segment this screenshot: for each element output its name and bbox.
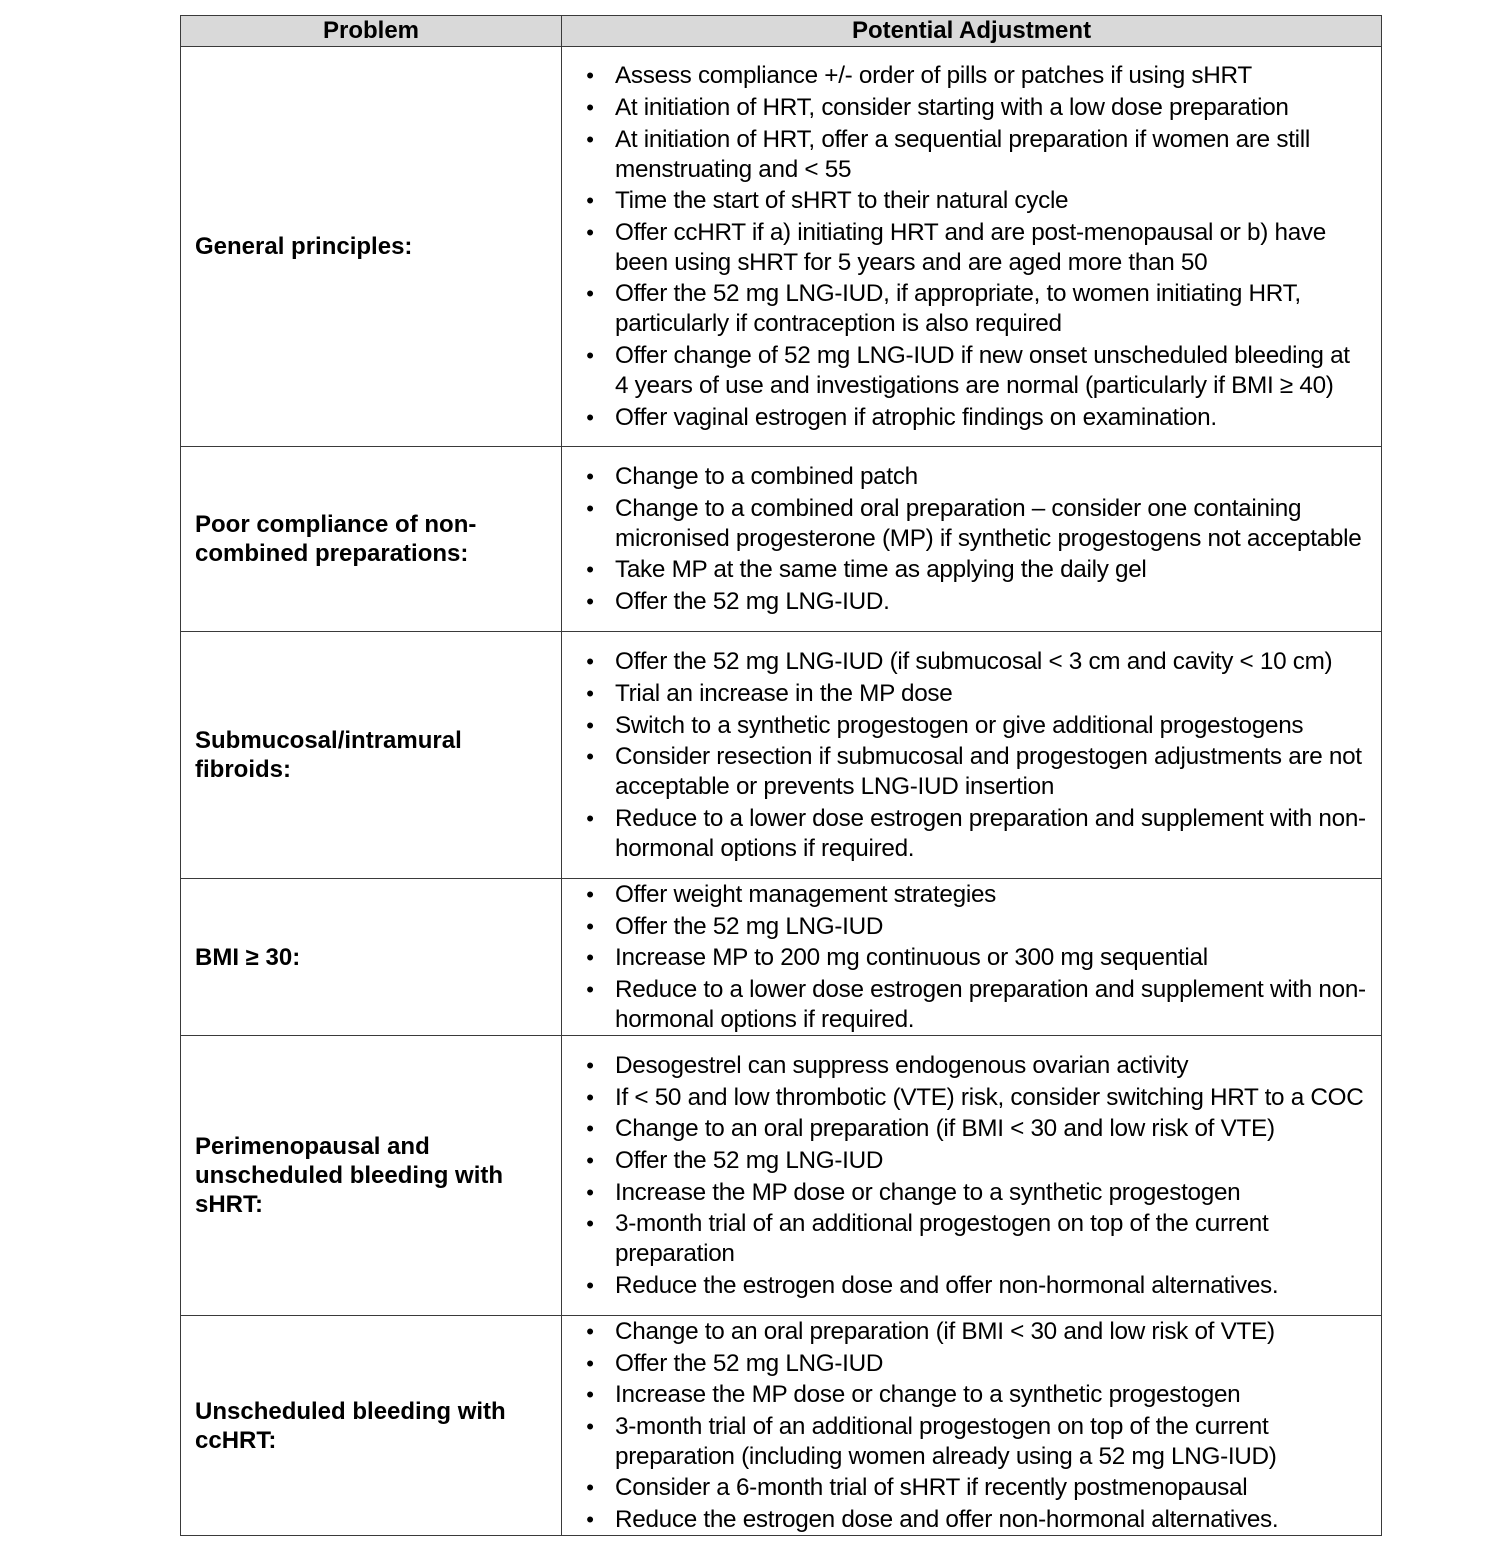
adjustment-text: Change to a combined oral preparation – consider one containing micronised progesterone (MP) if synthetic progestogens not acceptable — [615, 494, 1362, 552]
adjustment-item — [562, 341, 1381, 401]
adjustment-text: Reduce the estrogen dose and offer non-hormonal alternatives. — [615, 1505, 1279, 1533]
adjustment-text: Offer vaginal estrogen if atrophic findings on examination. — [615, 403, 1217, 431]
adjustment-text: Increase MP to 200 mg continuous or 300 mg sequential — [615, 944, 1208, 972]
adjustment-item — [562, 1380, 1381, 1410]
bullet-icon: • — [586, 882, 594, 908]
adjustment-item — [562, 679, 1381, 709]
adjustment-item — [562, 804, 1381, 864]
adjustment-item — [562, 912, 1381, 942]
bullet-icon: • — [586, 126, 594, 152]
bullet-icon: • — [586, 1211, 594, 1237]
adjustment-text: Reduce to a lower dose estrogen preparation and supplement with non-hormonal options if required. — [615, 975, 1366, 1033]
adjustment-item — [562, 711, 1381, 741]
bullet-icon: • — [586, 1475, 594, 1501]
bullet-icon: • — [586, 95, 594, 121]
adjustment-item — [562, 61, 1381, 91]
table-row — [181, 879, 1382, 1036]
bullet-icon: • — [586, 1116, 594, 1142]
adjustment-text: Change to a combined patch — [615, 463, 918, 491]
adjustment-item — [562, 1083, 1381, 1113]
adjustment-text: Offer the 52 mg LNG-IUD, if appropriate, to women initiating HRT, particularly if contraception is also required — [615, 280, 1301, 338]
adjustment-item — [562, 218, 1381, 278]
adjustment-text: Offer change of 52 mg LNG-IUD if new onset unscheduled bleeding at 4 years of use and investigations are normal (particularly if BMI ≥ 40) — [615, 341, 1350, 399]
problem-cell: Unscheduled bleeding with ccHRT: — [181, 1316, 562, 1536]
adjustment-text: Offer the 52 mg LNG-IUD. — [615, 587, 890, 615]
table-header-row — [181, 16, 1382, 47]
adjustment-item — [562, 125, 1381, 185]
adjustment-text: Time the start of sHRT to their natural cycle — [615, 187, 1069, 215]
adjustment-text: Increase the MP dose or change to a synthetic progestogen — [615, 1381, 1241, 1409]
adjustment-text: If < 50 and low thrombotic (VTE) risk, consider switching HRT to a COC — [615, 1083, 1364, 1111]
adjustment-item — [562, 494, 1381, 554]
bullet-icon: • — [586, 464, 594, 490]
adjustment-text: Trial an increase in the MP dose — [615, 679, 953, 707]
bullet-icon: • — [586, 712, 594, 738]
adjustment-text: 3-month trial of an additional progestogen on top of the current preparation (including women already using a 52 mg LNG-IUD) — [615, 1412, 1277, 1470]
column-header-problem: Problem — [181, 16, 562, 47]
table-row — [181, 632, 1382, 879]
adjustment-item — [562, 1473, 1381, 1503]
adjustment-list — [562, 880, 1381, 1035]
adjustment-item — [562, 943, 1381, 973]
adjustment-text: Offer the 52 mg LNG-IUD — [615, 912, 884, 940]
bullet-icon: • — [586, 63, 594, 89]
bullet-icon: • — [586, 557, 594, 583]
bullet-icon: • — [586, 976, 594, 1002]
adjustment-text: Reduce to a lower dose estrogen preparation and supplement with non-hormonal options if required. — [615, 804, 1366, 862]
adjustment-text: Change to an oral preparation (if BMI < 30 and low risk of VTE) — [615, 1318, 1275, 1346]
table-row — [181, 447, 1382, 632]
bullet-icon: • — [586, 281, 594, 307]
bullet-icon: • — [586, 342, 594, 368]
adjustment-text: Increase the MP dose or change to a synthetic progestogen — [615, 1178, 1241, 1206]
table-row — [181, 1316, 1382, 1536]
adjustment-item — [562, 880, 1381, 910]
problem-cell: BMI ≥ 30: — [181, 879, 562, 1036]
adjustment-list — [562, 647, 1381, 863]
adjustment-item — [562, 1178, 1381, 1208]
adjustment-list — [562, 1317, 1381, 1535]
table-body — [181, 47, 1382, 1536]
adjustment-item — [562, 1146, 1381, 1176]
adjustment-item — [562, 279, 1381, 339]
bullet-icon: • — [586, 1350, 594, 1376]
adjustment-list — [562, 61, 1381, 432]
bullet-icon: • — [586, 913, 594, 939]
adjustment-item — [562, 555, 1381, 585]
bullet-icon: • — [586, 649, 594, 675]
bullet-icon: • — [586, 188, 594, 214]
bullet-icon: • — [586, 219, 594, 245]
adjustment-list — [562, 1051, 1381, 1301]
bullet-icon: • — [586, 1413, 594, 1439]
adjustment-item — [562, 1114, 1381, 1144]
table-row — [181, 1036, 1382, 1316]
bullet-icon: • — [586, 404, 594, 430]
adjustment-item — [562, 1271, 1381, 1301]
adjustment-item — [562, 587, 1381, 617]
bullet-icon: • — [586, 1148, 594, 1173]
bullet-icon: • — [586, 805, 594, 831]
bullet-icon: • — [586, 1084, 594, 1110]
problem-cell: Perimenopausal and unscheduled bleeding with sHRT: — [181, 1036, 562, 1316]
column-header-adjustment: Potential Adjustment — [562, 16, 1382, 47]
adjustment-text: Desogestrel can suppress endogenous ovarian activity — [615, 1052, 1189, 1080]
adjustment-text: Offer ccHRT if a) initiating HRT and are post-menopausal or b) have been using sHRT for 5 years and are aged more than 50 — [615, 218, 1326, 276]
adjustment-text: Offer the 52 mg LNG-IUD — [615, 1147, 884, 1174]
adjustment-item — [562, 975, 1381, 1035]
adjustment-text: At initiation of HRT, offer a sequential preparation if women are still menstruating and < 55 — [615, 125, 1310, 183]
bullet-icon: • — [586, 1272, 594, 1298]
bullet-icon: • — [586, 1053, 594, 1079]
adjustment-item — [562, 1349, 1381, 1379]
bullet-icon: • — [586, 1382, 594, 1408]
adjustment-text: Assess compliance +/- order of pills or patches if using sHRT — [615, 62, 1252, 90]
bullet-icon: • — [586, 1179, 594, 1205]
bullet-icon: • — [586, 588, 594, 614]
adjustment-item — [562, 1412, 1381, 1472]
adjustment-text: Consider resection if submucosal and progestogen adjustments are not acceptable or prevents LNG-IUD insertion — [615, 743, 1362, 801]
bullet-icon: • — [586, 680, 594, 706]
bullet-icon: • — [586, 945, 594, 971]
problem-cell: General principles: — [181, 47, 562, 447]
adjustment-text: Switch to a synthetic progestogen or give additional progestogens — [615, 711, 1304, 739]
adjustment-text: Offer the 52 mg LNG-IUD (if submucosal < 3 cm and cavity < 10 cm) — [615, 648, 1333, 676]
adjustment-text: Reduce the estrogen dose and offer non-hormonal alternatives. — [615, 1271, 1279, 1299]
adjustment-cell — [562, 879, 1382, 1036]
adjustment-text: 3-month trial of an additional progestogen on top of the current preparation — [615, 1210, 1269, 1268]
adjustment-item — [562, 742, 1381, 802]
bullet-icon: • — [586, 744, 594, 770]
problem-cell: Submucosal/intramural fibroids: — [181, 632, 562, 879]
problem-cell: Poor compliance of non-combined preparations: — [181, 447, 562, 632]
adjustment-list — [562, 462, 1381, 617]
adjustment-cell — [562, 1316, 1382, 1536]
adjustment-cell — [562, 447, 1382, 632]
adjustment-cell — [562, 632, 1382, 879]
adjustment-item — [562, 462, 1381, 492]
adjustment-text: Consider a 6-month trial of sHRT if recently postmenopausal — [615, 1474, 1248, 1502]
adjustment-item — [562, 186, 1381, 216]
bullet-icon: • — [586, 495, 594, 521]
adjustment-item — [562, 1209, 1381, 1269]
adjustment-text: Take MP at the same time as applying the daily gel — [615, 556, 1147, 584]
adjustment-text: Change to an oral preparation (if BMI < 30 and low risk of VTE) — [615, 1115, 1275, 1143]
adjustment-cell — [562, 47, 1382, 447]
adjustment-cell — [562, 1036, 1382, 1316]
bullet-icon: • — [586, 1319, 594, 1345]
adjustment-item — [562, 1505, 1381, 1535]
adjustment-item — [562, 1051, 1381, 1081]
hrt-adjustment-table — [180, 15, 1382, 1536]
adjustment-text: At initiation of HRT, consider starting with a low dose preparation — [615, 94, 1289, 122]
adjustment-text: Offer the 52 mg LNG-IUD — [615, 1349, 884, 1377]
adjustment-item — [562, 1317, 1381, 1347]
adjustment-item — [562, 403, 1381, 433]
bullet-icon: • — [586, 1506, 594, 1532]
adjustment-item — [562, 647, 1381, 677]
adjustment-item — [562, 93, 1381, 123]
table-row — [181, 47, 1382, 447]
adjustment-text: Offer weight management strategies — [615, 881, 997, 909]
